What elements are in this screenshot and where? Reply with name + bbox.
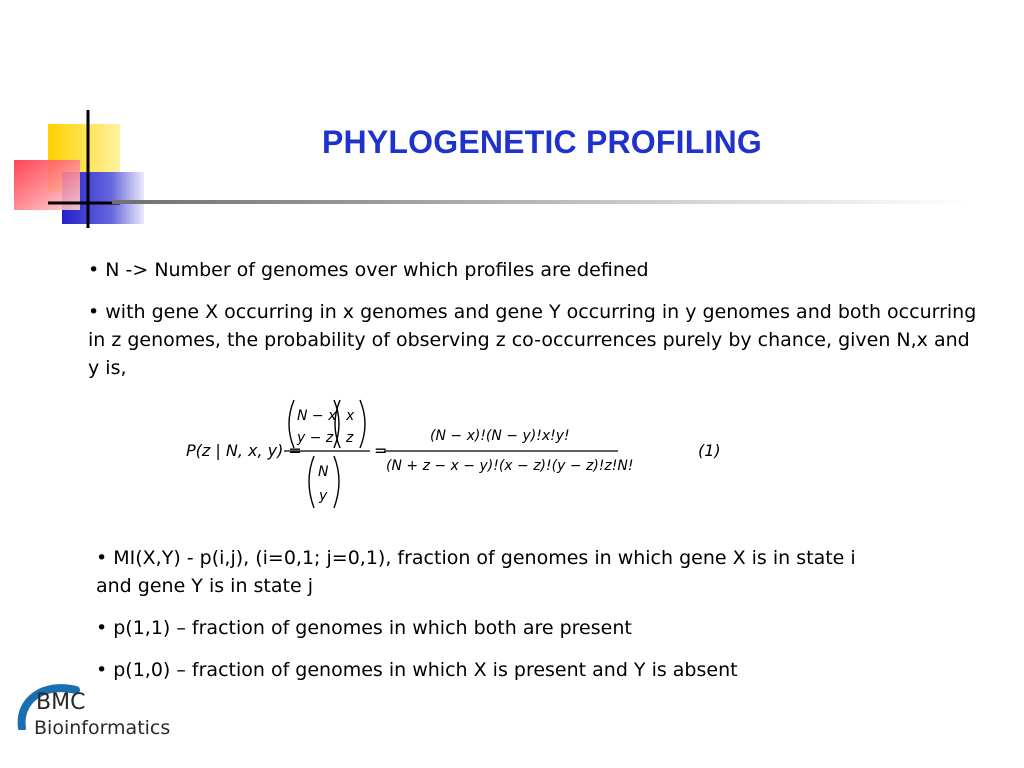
bullet-item: • with gene X occurring in x genomes and gene Y occurring in y genomes and both occurring in z genomes, the probability of observing z co-occurrences purely by chance, given N,x and y is,: [88, 301, 977, 379]
bullet-item: • N -> Number of genomes over which profiles are defined: [88, 259, 649, 281]
bullet-list-bottom: [96, 544, 866, 698]
title-divider: [112, 200, 972, 204]
decorative-corner-graphic: [0, 0, 180, 240]
binom-top-right-1: x: [346, 408, 355, 424]
bullet-item: • p(1,0) – fraction of genomes in which X is present and Y is absent: [96, 659, 738, 681]
binom-top-left-1: N − x: [297, 408, 337, 424]
formula-lhs: P(z | N, x, y) =: [186, 441, 302, 460]
slide-title: PHYLOGENETIC PROFILING: [322, 124, 762, 160]
binom-bottom-1: N: [318, 464, 329, 480]
logo-text-bmc: BMC: [36, 690, 86, 715]
logo-text-bioinformatics: Bioinformatics: [34, 717, 171, 739]
probability-formula: [184, 392, 744, 520]
binom-top-right-2: z: [346, 430, 354, 446]
binom-bottom-2: y: [319, 488, 328, 504]
bullet-item: • MI(X,Y) - p(i,j), (i=0,1; j=0,1), fraction of genomes in which gene X is in state i and gene Y is in state j: [96, 547, 856, 597]
rhs-numerator: (N − x)!(N − y)!x!y!: [430, 428, 570, 444]
rhs-denominator: (N + z − x − y)!(x − z)!(y − z)!z!N!: [386, 458, 634, 474]
equation-number: (1): [698, 441, 721, 460]
bullet-list-top: [88, 256, 978, 396]
binom-top-left-2: y − z: [297, 430, 334, 446]
bmc-bioinformatics-logo: [14, 680, 184, 752]
formula-equals: =: [374, 441, 388, 460]
bullet-item: • p(1,1) – fraction of genomes in which both are present: [96, 617, 632, 639]
